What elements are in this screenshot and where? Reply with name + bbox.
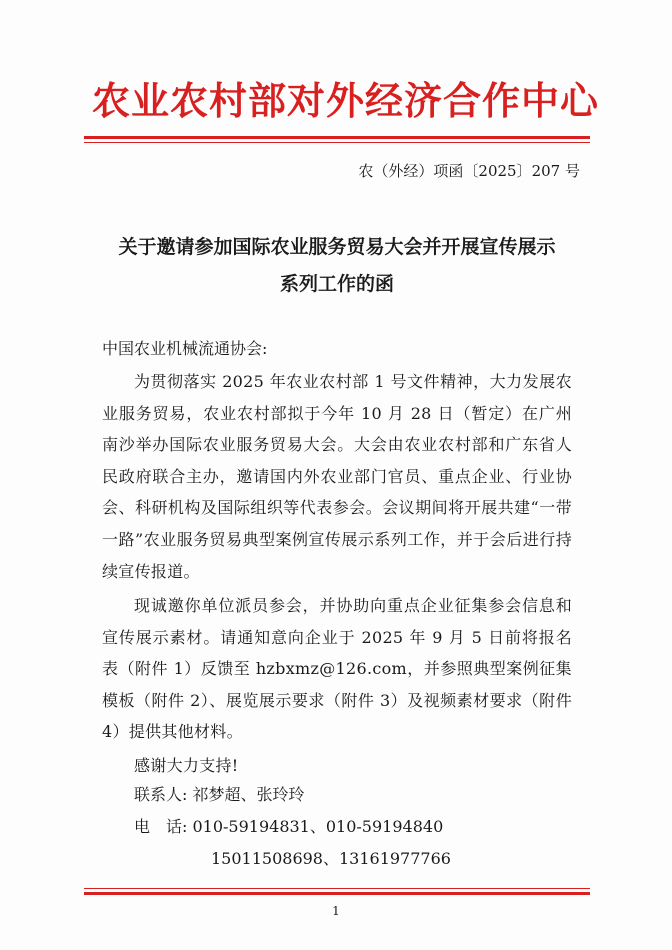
document-number: 农（外经）项函〔2025〕207 号 (358, 162, 580, 180)
body-paragraph: 为贯彻落实 2025 年农业农村部 1 号文件精神，大力发展农业服务贸易，农业农村部拟于今年 10 月 28 日（暂定）在广州南沙举办国际农业服务贸易大会。大会由农业农村部和广东省人民政府联合主办，邀请国内外农业部门官员、重点企业、行业协会、科研机构及国际组织等代表参会。会议期间将开展共建“一带一路”农业服务贸易典型案例宣传展示系列工作，并于会后进行持续宣传报道。 (102, 372, 572, 581)
footer-rule-thin (84, 888, 590, 889)
letterhead-rule-thin (84, 142, 590, 143)
document-title (84, 229, 590, 303)
page-number: 1 (332, 904, 340, 918)
contact-person: 联系人: 祁梦超、张玲玲 (134, 785, 305, 804)
letterhead-rule-thick (84, 136, 590, 139)
document-title-line-1: 关于邀请参加国际农业服务贸易大会并开展宣传展示 (118, 236, 556, 258)
contact-mobile: 15011508698、13161977766 (211, 849, 451, 868)
document-title-line-2: 系列工作的函 (279, 273, 394, 295)
contact-phone: 电 话: 010-59194831、010-59194840 (134, 817, 444, 836)
footer-rule-thick (84, 892, 590, 895)
salutation: 中国农业机械流通协会: (102, 339, 268, 358)
closing-thanks: 感谢大力支持! (134, 756, 239, 775)
body-paragraph: 现诚邀你单位派员参会，并协助向重点企业征集参会信息和宣传展示素材。请通知意向企业于 2025 年 9 月 5 日前将报名表（附件 1）反馈至 hzbxmz@126.com，并参照典型案例征集模板（附件 2）、展览展示要求（附件 3）及视频素材要求（附件 4）提供其他材料。 (102, 596, 572, 742)
organization-letterhead: 农业农村部对外经济合作中心 (92, 78, 600, 123)
